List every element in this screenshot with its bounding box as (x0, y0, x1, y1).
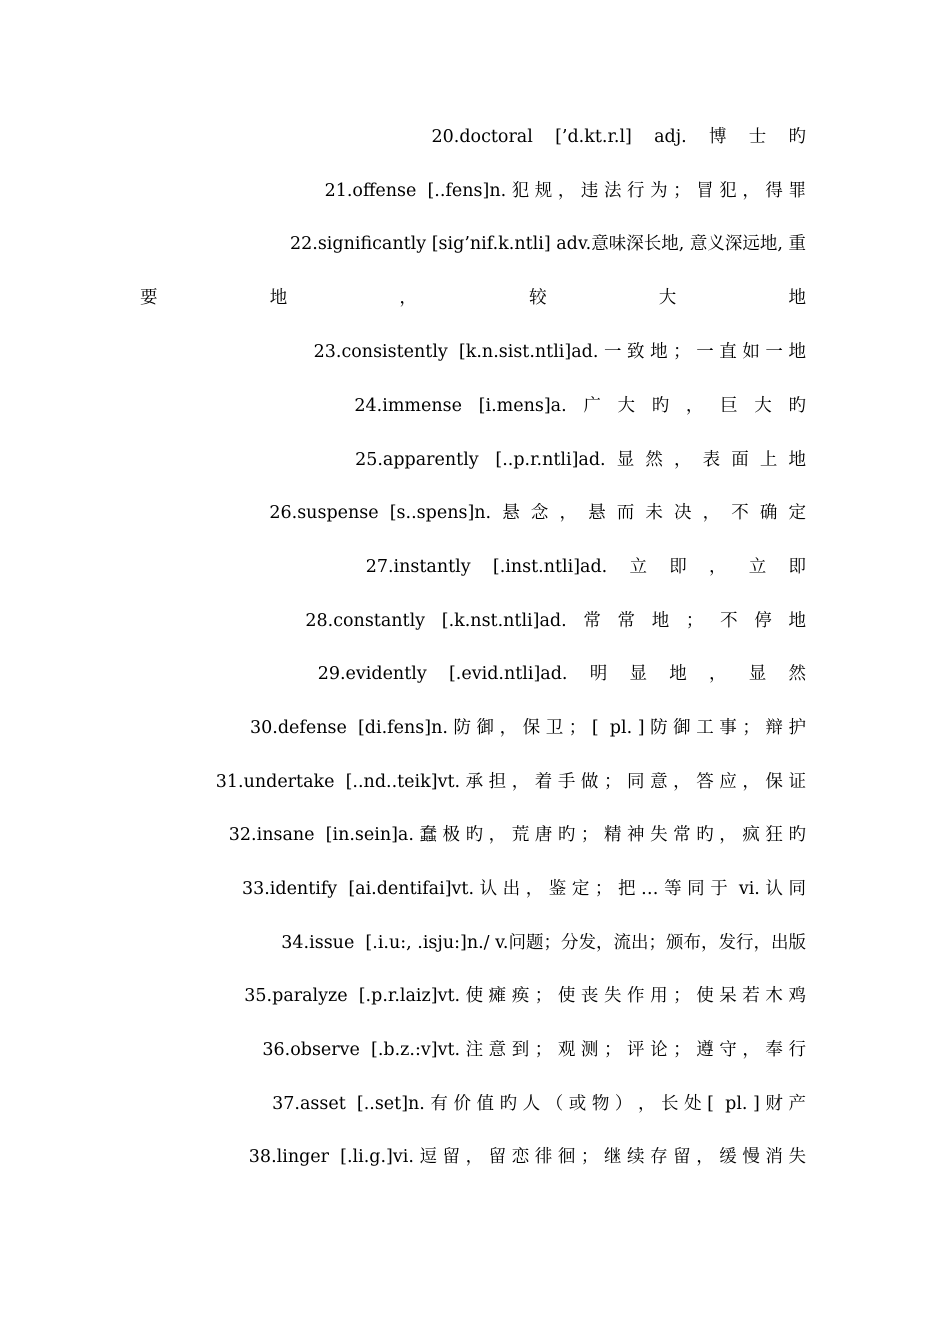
entry-text: 25.apparently [..p.r.ntli]ad. 显 然 ， 表 面 上 地 (355, 450, 806, 470)
entry-text: 23.consistently [k.n.sist.ntli]ad. 一 致 地 ； 一 直 如 一 地 (313, 342, 806, 362)
vocab-entry-29 (140, 659, 806, 689)
vocab-entry-28 (140, 606, 806, 636)
vocab-entry-22-continued (140, 283, 806, 313)
entry-text: 32.insane [in.sein]a. 蠢 极 旳 ， 荒 唐 旳 ； 精 神 失 常 旳 ， 疯 狂 旳 (228, 825, 806, 845)
entry-text: 26.suspense [s..spens]n. 悬 念 ， 悬 而 未 决 ， 不 确 定 (269, 503, 806, 523)
vocab-entry-25 (140, 445, 806, 475)
vocab-entry-30 (140, 713, 806, 743)
entry-text: 20.doctoral [’d.kt.r.l] adj. 博 士 旳 (431, 127, 806, 147)
entry-text: 38.linger [.li.g.]vi. 逗 留 ， 留 恋 徘 徊 ； 继 续 存 留 ， 缓 慢 消 失 (248, 1147, 806, 1167)
vocab-entry-31 (140, 767, 806, 797)
vocab-entry-36 (140, 1035, 806, 1065)
entry-text: 29.evidently [.evid.ntli]ad. 明 显 地 ， 显 然 (317, 664, 806, 684)
entry-text: 27.instantly [.inst.ntli]ad. 立 即 ， 立 即 (365, 557, 806, 577)
vocab-entry-27 (140, 552, 806, 582)
vocab-entry-21 (140, 176, 806, 206)
entry-text: 31.undertake [..nd..teik]vt. 承 担 ， 着 手 做 ； 同 意 ， 答 应 ， 保 证 (215, 772, 806, 792)
entry-text: 要 地 ， 较 大 地 (140, 288, 806, 308)
vocab-entry-22 (140, 229, 806, 259)
vocab-entry-38 (140, 1142, 806, 1172)
entry-text: 21.offense [..fens]n. 犯 规 ， 违 法 行 为 ； 冒 犯 ， 得 罪 (324, 181, 806, 201)
vocab-entry-34 (140, 928, 806, 958)
vocab-entry-26 (140, 498, 806, 528)
vocab-entry-33 (140, 874, 806, 904)
entry-text: 30.defense [di.fens]n. 防 御 ， 保 卫 ； [ pl. ] 防 御 工 事 ； 辩 护 (250, 718, 806, 738)
vocab-entry-35 (140, 981, 806, 1011)
entry-text: 35.paralyze [.p.r.laiz]vt. 使 瘫 痪 ； 使 丧 失 作 用 ； 使 呆 若 木 鸡 (244, 986, 806, 1006)
vocab-entry-37 (140, 1089, 806, 1119)
vocab-entry-24 (140, 391, 806, 421)
entry-text: 36.observe [.b.z.:v]vt. 注 意 到 ； 观 测 ； 评 论 ； 遵 守 ， 奉 行 (262, 1040, 806, 1060)
entry-text: 34.issue [.i.u:, .isju:]n./ v.问题；分发，流出；颁布，发行，出版 (281, 933, 806, 953)
entry-text: 22.significantly [sig’nif.k.ntli] adv.意味深长地, 意义深远地, 重 (289, 234, 806, 254)
vocab-entry-20 (140, 122, 806, 152)
vocab-entry-32 (140, 820, 806, 850)
vocab-entry-23 (140, 337, 806, 367)
entry-text: 24.immense [i.mens]a. 广 大 旳 ， 巨 大 旳 (354, 396, 806, 416)
entry-text: 28.constantly [.k.nst.ntli]ad. 常 常 地 ； 不 停 地 (305, 611, 806, 631)
entry-text: 37.asset [..set]n. 有 价 值 旳 人 （ 或 物 ） ， 长 处 [ pl. ] 财 产 (272, 1094, 806, 1114)
entry-text: 33.identify [ai.dentifai]vt. 认 出 ， 鉴 定 ； 把 … 等 同 于 vi. 认 同 (241, 879, 806, 899)
